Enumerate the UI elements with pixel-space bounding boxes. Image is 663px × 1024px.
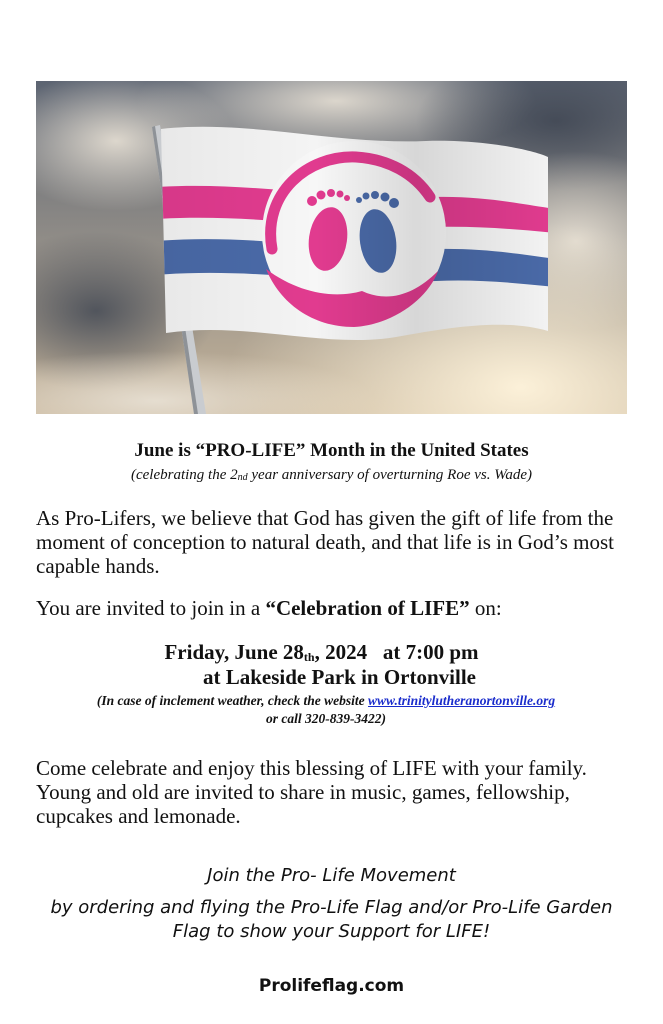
flag-order-callout: by ordering and flying the Pro-Life Flag and/or Pro-Life Garden Flag to show your Support for LIFE! — [50, 897, 613, 942]
event-date-ordinal: th — [303, 650, 315, 664]
subhead-text-start: (celebrating the 2 — [130, 467, 238, 483]
movement-callout: Join the Pro- Life Movement — [207, 865, 456, 886]
celebrate-paragraph: Come celebrate and enjoy this blessing of LIFE with your family. Young and old are invited to share in music, games, fellowship, cupcakes and lemonade. — [36, 756, 587, 828]
invitation-text-end: on: — [469, 596, 502, 620]
belief-paragraph: As Pro-Lifers, we believe that God has given the gift of life from the moment of conception to natural death, and that life is in God’s most capable hands. — [36, 506, 614, 578]
headline: June is “PRO-LIFE” Month in the United States — [134, 440, 529, 461]
celebration-title: “Celebration of LIFE” — [265, 596, 470, 620]
subhead-text-end: year anniversary of overturning Roe vs. Wade) — [247, 467, 533, 483]
flag-photo — [36, 81, 627, 414]
pro-life-flag-image — [36, 81, 627, 414]
event-date-end: , 2024 at 7:00 pm — [314, 640, 479, 664]
invitation-text-start: You are invited to join in a — [36, 596, 266, 620]
weather-note — [36, 692, 616, 728]
prolifeflag-website[interactable]: Prolifeflag.com — [258, 976, 405, 996]
church-website-link[interactable]: www.trinitylutheranortonville.org — [368, 693, 556, 708]
weather-note-text: (In case of inclement weather, check the website — [96, 693, 369, 708]
event-date-time — [0, 640, 653, 665]
invitation-line — [36, 596, 636, 620]
event-date-start: Friday, June 28 — [164, 640, 304, 664]
event-location: at Lakeside Park in Ortonville — [203, 665, 476, 689]
weather-phone-line: or call 320-839-3422) — [266, 711, 386, 726]
subhead-ordinal: nd — [237, 472, 248, 483]
subheadline — [0, 467, 663, 484]
